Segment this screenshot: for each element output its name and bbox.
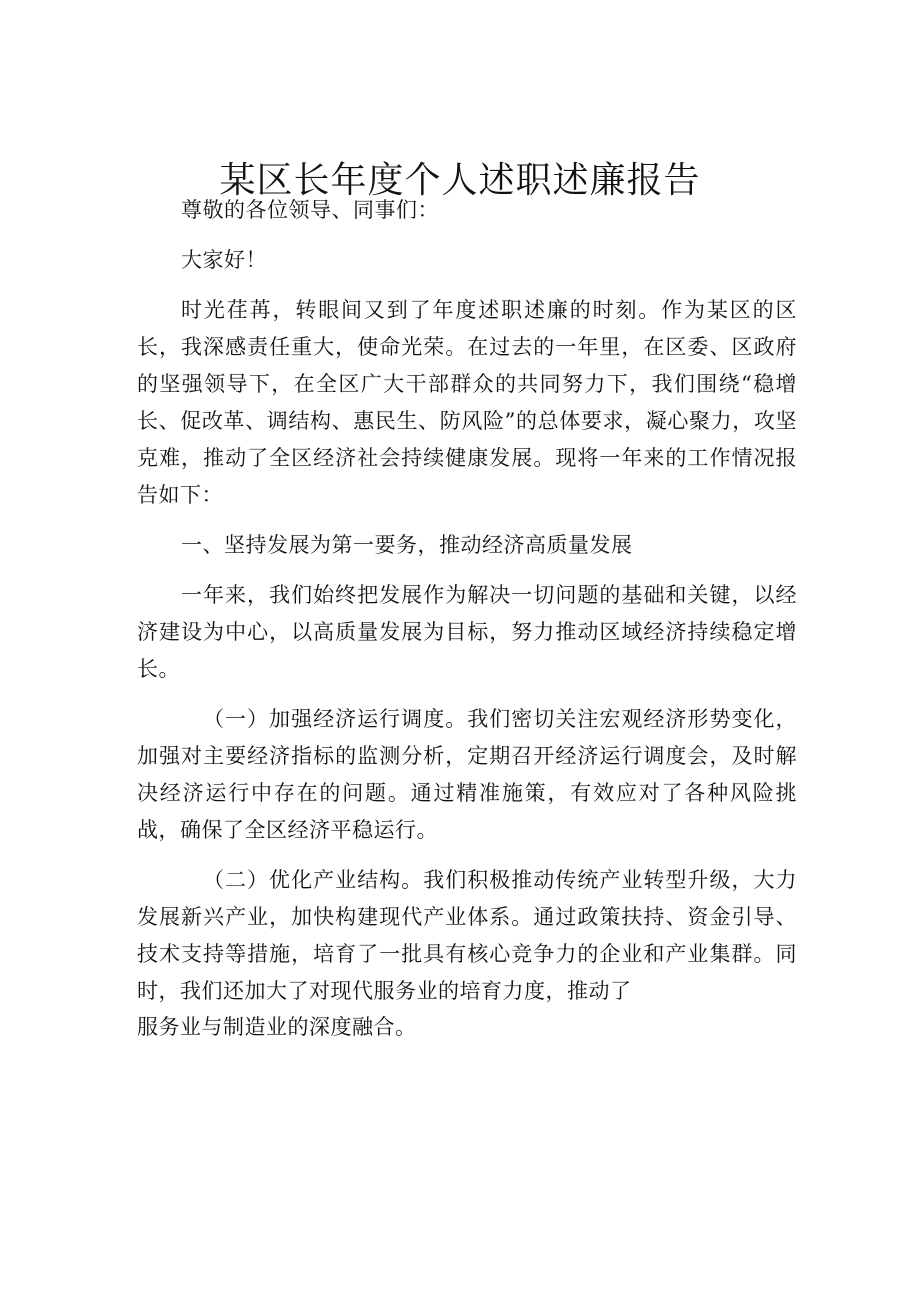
subsection-2-paragraph: （二）优化产业结构。我们积极推动传统产业转型升级，大力发展新兴产业，加快构建现代产业体系。通过政策扶持、资金引导、技术支持等措施，培育了一批具有核心竞争力的企业和产业集群。同时，我们还加大了对现代服务业的培育力度，推动了 [137, 868, 797, 1003]
section-heading-1: 一、坚持发展为第一要务，推动经济高质量发展 [181, 533, 633, 557]
document-body [137, 192, 797, 1044]
greeting: 大家好！ [181, 248, 267, 272]
section-1-paragraph: 一年来，我们始终把发展作为解决一切问题的基础和关键，以经济建设为中心，以高质量发展为目标，努力推动区域经济持续稳定增长。 [137, 583, 797, 681]
subsection-2-continuation: 服务业与制造业的深度融合。 [137, 1015, 417, 1039]
subsection-1-paragraph: （一）加强经济运行调度。我们密切关注宏观经济形势变化，加强对主要经济指标的监测分析，定期召开经济运行调度会，及时解决经济运行中存在的问题。通过精准施策，有效应对了各种风险挑战，确保了全区经济平稳运行。 [137, 707, 797, 842]
salutation: 尊敬的各位领导、同事们： [181, 198, 439, 222]
document-title: 某区长年度个人述职述廉报告 [219, 160, 701, 201]
intro-paragraph: 时光荏苒，转眼间又到了年度述职述廉的时刻。作为某区的区长，我深感责任重大，使命光荣。在过去的一年里，在区委、区政府的坚强领导下，在全区广大干部群众的共同努力下，我们围绕“稳增长、促改革、调结构、惠民生、防风险”的总体要求，凝心聚力，攻坚克难，推动了全区经济社会持续健康发展。现将一年来的工作情况报告如下： [137, 298, 797, 507]
